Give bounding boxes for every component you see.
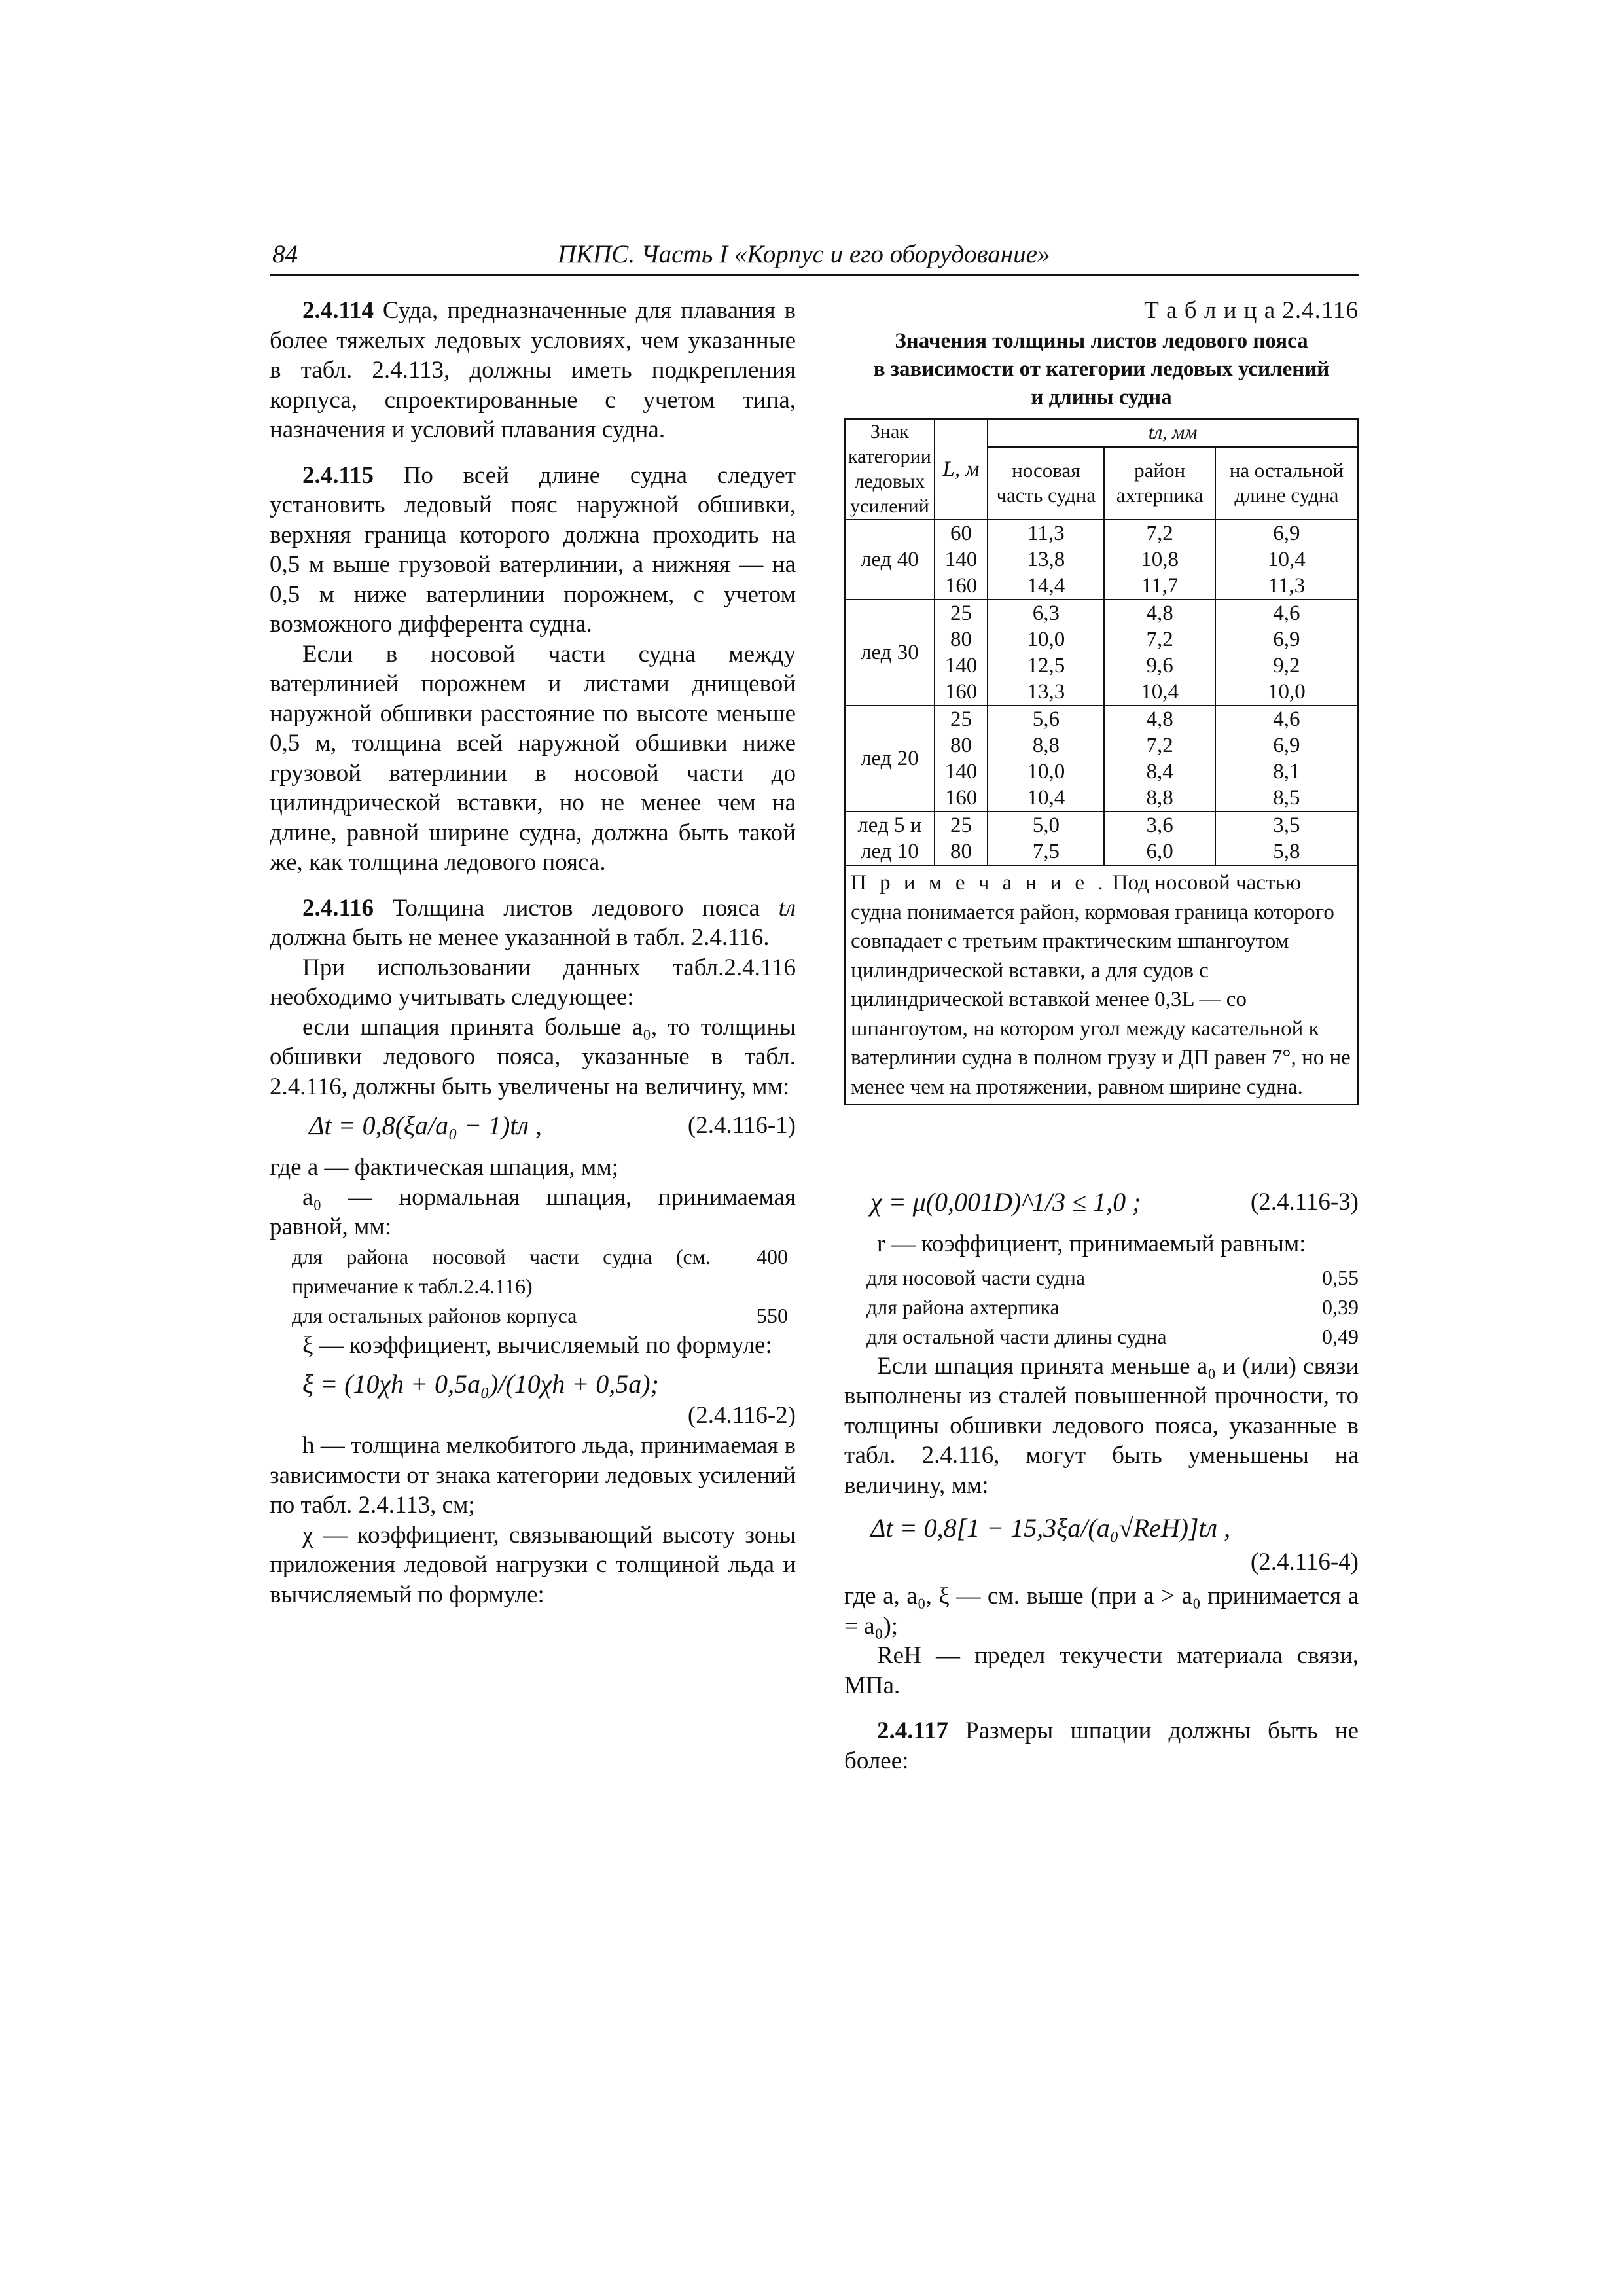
length-cell: 160 xyxy=(935,573,988,600)
list-label: для остальных районов корпуса xyxy=(292,1303,577,1327)
caption-line: в зависимости от категории ледовых усилений xyxy=(873,357,1330,381)
formula-expression: ξ = (10χh + 0,5a₀)/(10χh + 0,5a); xyxy=(302,1369,659,1399)
list-value: 0,49 xyxy=(1322,1324,1359,1348)
definition-a0: a₀ — нормальная шпация, принимаемая равной, мм: xyxy=(270,1183,796,1240)
thickness-cell: 13,3 xyxy=(988,679,1104,706)
thickness-cell: 10,0 xyxy=(1215,679,1358,706)
column-header-aft: район ахтерпика xyxy=(1104,447,1215,520)
clause-text: Толщина листов ледового пояса xyxy=(373,894,779,922)
table-2-4-116 xyxy=(844,296,1359,1105)
thickness-cell: 12,5 xyxy=(988,653,1104,679)
list-label: для остальной части длины судна xyxy=(866,1324,1167,1348)
paragraph-condition: если шпация принята больше a₀, то толщины обшивки ледового пояса, указанные в табл. 2.4.116, должны быть увеличены на величину, мм: xyxy=(270,1013,796,1100)
thickness-cell: 11,3 xyxy=(1215,573,1358,600)
thickness-cell: 10,4 xyxy=(1104,679,1215,706)
thickness-cell: 6,3 xyxy=(988,600,1104,626)
formula-expression: Δt = 0,8[1 − 15,3ξa/(a₀√RеН)]tл , xyxy=(870,1513,1231,1543)
table-label: Т а б л и ц а 2.4.116 xyxy=(1144,297,1359,324)
clause-text: Суда, предназначенные для плавания в более тяжелых ледовых условиях, чем указанные в табл. 2.4.113, должны иметь подкрепления корпуса, спроектированные с учетом типа, назначения и условий плавания судна. xyxy=(270,297,796,443)
thickness-cell: 6,9 xyxy=(1215,732,1358,759)
formula-number: (2.4.116-2) xyxy=(687,1402,796,1429)
list-value: 400 xyxy=(757,1244,788,1268)
column-header-bow: носовая часть судна xyxy=(988,447,1104,520)
length-cell: 160 xyxy=(935,679,988,706)
thickness-cell: 7,2 xyxy=(1104,626,1215,653)
thickness-cell: 4,6 xyxy=(1215,600,1358,626)
formula-number: (2.4.116-3) xyxy=(1250,1189,1359,1215)
clause-number: 2.4.117 xyxy=(877,1717,948,1744)
paragraph-2-4-117 xyxy=(844,1716,1359,1776)
list-label: для района ахтерпика xyxy=(866,1295,1060,1319)
thickness-cell: 11,7 xyxy=(1104,573,1215,600)
clause-text: должна быть не менее указанной в табл. 2.4.116. xyxy=(270,924,770,951)
thickness-cell: 6,0 xyxy=(1104,838,1215,865)
definition-a: где a — фактическая шпация, мм; xyxy=(270,1154,619,1181)
caption-line: Значения толщины листов ледового пояса xyxy=(895,329,1308,353)
thickness-cell: 4,8 xyxy=(1104,600,1215,626)
table-caption xyxy=(844,327,1359,412)
running-header-title: ПКПС. Часть I «Корпус и его оборудование» xyxy=(558,240,1050,268)
paragraph-2-4-115 xyxy=(270,461,796,639)
paragraph-usage: При использовании данных табл.2.4.116 необходимо учитывать следующее: xyxy=(270,954,796,1011)
column-header-sign: Знак категории ледовых усилений xyxy=(845,419,935,520)
definition-xi: ξ — коэффициент, вычисляемый по формуле: xyxy=(302,1331,772,1359)
length-cell: 140 xyxy=(935,547,988,573)
table-row xyxy=(845,600,1358,626)
clause-number: 2.4.115 xyxy=(302,461,374,489)
thickness-cell: 3,5 xyxy=(1215,812,1358,838)
ice-belt-table xyxy=(844,418,1359,866)
list-value: 0,55 xyxy=(1322,1265,1359,1289)
paragraph-reduction: Если шпация принята меньше a₀ и (или) связи выполнены из сталей повышенной прочности, то толщины обшивки ледового пояса, указанные в табл. 2.4.116, могут быть уменьшены на величину, мм: xyxy=(844,1352,1359,1499)
definition-reh: RеН — предел текучести материала связи, МПа. xyxy=(844,1642,1359,1699)
thickness-cell: 6,9 xyxy=(1215,520,1358,547)
formula-expression: Δt = 0,8(ξa/a₀ − 1)tл , xyxy=(309,1111,542,1140)
ice-category-cell: лед 30 xyxy=(845,600,935,706)
length-cell: 140 xyxy=(935,653,988,679)
table-note xyxy=(844,866,1359,1105)
definition-mu: r — коэффициент, принимаемый равным: xyxy=(877,1230,1306,1257)
page-number: 84 xyxy=(272,240,298,268)
thickness-cell: 8,8 xyxy=(1104,785,1215,812)
paragraph-2-4-116 xyxy=(270,893,796,953)
table-row xyxy=(845,812,1358,838)
thickness-cell: 5,8 xyxy=(1215,838,1358,865)
thickness-cell: 10,0 xyxy=(988,759,1104,785)
definition-h: h — толщина мелкобитого льда, принимаемая в зависимости от знака категории ледовых усилений по табл. 2.4.113, см; xyxy=(270,1432,796,1518)
list-value: 550 xyxy=(757,1303,788,1327)
thickness-cell: 8,5 xyxy=(1215,785,1358,812)
thickness-cell: 13,8 xyxy=(988,547,1104,573)
ice-category-cell: лед 40 xyxy=(845,520,935,600)
column-header-rest: на остальной длине судна xyxy=(1215,447,1358,520)
length-cell: 80 xyxy=(935,626,988,653)
length-cell: 80 xyxy=(935,732,988,759)
thickness-cell: 14,4 xyxy=(988,573,1104,600)
clause-number: 2.4.116 xyxy=(302,894,374,922)
formula-number: (2.4.116-4) xyxy=(1250,1549,1359,1575)
formula-2-4-116-3 xyxy=(844,1182,1359,1225)
list-item xyxy=(844,1263,1359,1293)
thickness-cell: 10,4 xyxy=(1215,547,1358,573)
table-row xyxy=(845,706,1358,732)
ice-category-cell: лед 20 xyxy=(845,706,935,812)
thickness-cell: 7,2 xyxy=(1104,520,1215,547)
thickness-cell: 8,1 xyxy=(1215,759,1358,785)
thickness-cell: 4,8 xyxy=(1104,706,1215,732)
left-column xyxy=(270,296,796,1609)
formula-2-4-116-1 xyxy=(270,1105,796,1149)
column-header-length: L, м xyxy=(935,419,988,520)
clause-text: По всей длине судна следует установить ледовый пояс наружной обшивки, верхняя граница которого должна проходить на 0,5 м выше грузовой ватерлинии, а нижняя — на 0,5 м ниже ватерлинии порожнем, с учетом возможного дифферента судна. xyxy=(270,461,796,637)
length-cell: 60 xyxy=(935,520,988,547)
note-label: П р и м е ч а н и е . xyxy=(851,871,1107,895)
symbol-t-l: tл xyxy=(778,894,796,922)
column-header-thickness: tл, мм xyxy=(988,419,1358,447)
note-text: Под носовой частью судна понимается район, кормовая граница которого совпадает с третьим практическим шпангоутом цилиндрической вставки, а для судов с цилиндрической вставкой менее 0,3L — со шпангоутом, на котором угол между касательной к ватерлинии судна в полном грузу и ДП равен 7°, но не менее чем на протяжении, равном ширине судна. xyxy=(851,871,1351,1099)
formula-2-4-116-2 xyxy=(270,1364,796,1427)
thickness-cell: 3,6 xyxy=(1104,812,1215,838)
header-rule xyxy=(270,274,1359,276)
length-cell: 25 xyxy=(935,600,988,626)
thickness-cell: 9,6 xyxy=(1104,653,1215,679)
thickness-cell: 4,6 xyxy=(1215,706,1358,732)
thickness-cell: 9,2 xyxy=(1215,653,1358,679)
thickness-cell: 5,0 xyxy=(988,812,1104,838)
table-body xyxy=(845,520,1358,865)
thickness-cell: 7,5 xyxy=(988,838,1104,865)
paragraph-2-4-114 xyxy=(270,296,796,445)
list-value: 0,39 xyxy=(1322,1295,1359,1319)
right-column xyxy=(844,1178,1359,1776)
formula-2-4-116-4 xyxy=(844,1504,1359,1577)
length-cell: 25 xyxy=(935,812,988,838)
list-label: для носовой части судна xyxy=(866,1265,1086,1289)
length-cell: 25 xyxy=(935,706,988,732)
caption-line: и длины судна xyxy=(1031,386,1172,409)
formula-expression: χ = μ(0,001D)^1/3 ≤ 1,0 ; xyxy=(870,1187,1141,1217)
thickness-cell: 6,9 xyxy=(1215,626,1358,653)
paragraph-2-4-115-cont: Если в носовой части судна между ватерлинией порожнем и листами днищевой наружной обшивки расстояние по высоте меньше 0,5 м, толщина всей наружной обшивки ниже грузовой ватерлинии в носовой части до цилиндрической вставки, но не менее чем на длине, равной ширине судна, должна быть такой же, как толщина ледового пояса. xyxy=(270,640,796,876)
thickness-cell: 5,6 xyxy=(988,706,1104,732)
ice-category-cell: лед 5 и лед 10 xyxy=(845,812,935,865)
list-item xyxy=(844,1322,1359,1352)
thickness-cell: 10,4 xyxy=(988,785,1104,812)
thickness-cell: 11,3 xyxy=(988,520,1104,547)
thickness-cell: 10,0 xyxy=(988,626,1104,653)
clause-number: 2.4.114 xyxy=(302,297,374,324)
table-row xyxy=(845,520,1358,547)
list-item xyxy=(270,1242,796,1301)
thickness-cell: 7,2 xyxy=(1104,732,1215,759)
thickness-cell: 8,4 xyxy=(1104,759,1215,785)
list-item xyxy=(270,1301,796,1331)
thickness-cell: 8,8 xyxy=(988,732,1104,759)
mu-values-list xyxy=(844,1263,1359,1352)
list-item xyxy=(844,1293,1359,1322)
length-cell: 80 xyxy=(935,838,988,865)
clause-text: Размеры шпации должны быть не более: xyxy=(844,1717,1359,1774)
length-cell: 140 xyxy=(935,759,988,785)
definition-chi: χ — коэффициент, связывающий высоту зоны приложения ледовой нагрузки с толщиной льда и вычисляемый по формуле: xyxy=(270,1521,796,1608)
length-cell: 160 xyxy=(935,785,988,812)
formula-number: (2.4.116-1) xyxy=(687,1112,796,1139)
definition-where: где a, a₀, ξ — см. выше (при a > a₀ принимается a = a₀); xyxy=(844,1583,1359,1640)
list-label: для района носовой части судна (см. примечание к табл.2.4.116) xyxy=(292,1244,711,1298)
a0-values-list xyxy=(270,1242,796,1331)
thickness-cell: 10,8 xyxy=(1104,547,1215,573)
